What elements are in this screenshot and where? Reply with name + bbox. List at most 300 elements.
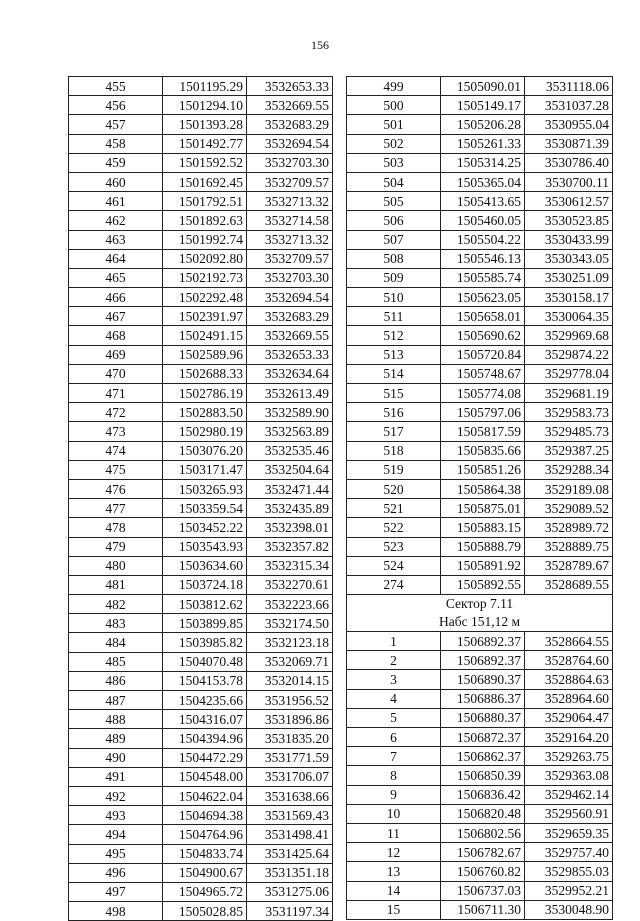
y-coordinate-cell: 3529485.73 [525,422,613,441]
point-number-cell: 499 [347,77,441,96]
point-number-cell: 503 [347,153,441,172]
y-coordinate-cell: 3529089.52 [525,499,613,518]
y-coordinate-cell: 3531275.06 [247,882,333,901]
x-coordinate-cell: 1501492.77 [163,134,247,153]
y-coordinate-cell: 3532174.50 [247,614,333,633]
x-coordinate-cell: 1502491.15 [163,326,247,345]
y-coordinate-cell: 3530158.17 [525,288,613,307]
point-number-cell: 11 [347,823,441,842]
point-number-cell: 502 [347,134,441,153]
y-coordinate-cell: 3530064.35 [525,307,613,326]
table-row [69,729,333,748]
section-title: Сектор 7.11 [445,596,514,612]
x-coordinate-cell: 1505720.84 [441,345,525,364]
table-row [347,499,613,518]
y-coordinate-cell: 3530048.90 [525,900,613,919]
y-coordinate-cell: 3529189.08 [525,479,613,498]
table-row [69,614,333,633]
y-coordinate-cell: 3532357.82 [247,537,333,556]
y-coordinate-cell: 3529659.35 [525,823,613,842]
point-number-cell: 458 [69,134,163,153]
y-coordinate-cell: 3532504.64 [247,460,333,479]
point-number-cell: 504 [347,172,441,191]
table-row [347,843,613,862]
y-coordinate-cell: 3532703.30 [247,268,333,287]
y-coordinate-cell: 3528664.55 [525,632,613,651]
x-coordinate-cell: 1503452.22 [163,518,247,537]
x-coordinate-cell: 1505797.06 [441,403,525,422]
x-coordinate-cell: 1501195.29 [163,77,247,96]
table-row [69,537,333,556]
x-coordinate-cell: 1504548.00 [163,767,247,786]
y-coordinate-cell: 3530251.09 [525,268,613,287]
table-row [69,96,333,115]
point-number-cell: 505 [347,192,441,211]
table-row [69,902,333,921]
point-number-cell: 500 [347,96,441,115]
table-row [347,115,613,134]
table-row [69,441,333,460]
table-row [347,153,613,172]
point-number-cell: 483 [69,614,163,633]
point-number-cell: 10 [347,804,441,823]
x-coordinate-cell: 1505460.05 [441,211,525,230]
y-coordinate-cell: 3529288.34 [525,460,613,479]
table-row [347,441,613,460]
x-coordinate-cell: 1501992.74 [163,230,247,249]
point-number-cell: 517 [347,422,441,441]
point-number-cell: 482 [69,595,163,614]
x-coordinate-cell: 1504394.96 [163,729,247,748]
table-row [347,670,613,689]
x-coordinate-cell: 1505888.79 [441,537,525,556]
table-row [347,632,613,651]
x-coordinate-cell: 1505690.62 [441,326,525,345]
y-coordinate-cell: 3532123.18 [247,633,333,652]
table-row [69,767,333,786]
y-coordinate-cell: 3529064.47 [525,708,613,727]
x-coordinate-cell: 1503724.18 [163,575,247,594]
table-row [69,825,333,844]
y-coordinate-cell: 3531118.06 [525,77,613,96]
x-coordinate-cell: 1502883.50 [163,403,247,422]
table-row [347,211,613,230]
x-coordinate-cell: 1504472.29 [163,748,247,767]
y-coordinate-cell: 3532694.54 [247,134,333,153]
x-coordinate-cell: 1505585.74 [441,268,525,287]
table-row [347,230,613,249]
y-coordinate-cell: 3532714.58 [247,211,333,230]
y-coordinate-cell: 3528964.60 [525,689,613,708]
y-coordinate-cell: 3529387.25 [525,441,613,460]
table-row [347,134,613,153]
table-row [347,479,613,498]
point-number-cell: 487 [69,691,163,710]
x-coordinate-cell: 1505365.04 [441,172,525,191]
point-number-cell: 494 [69,825,163,844]
table-row [347,249,613,268]
y-coordinate-cell: 3531771.59 [247,748,333,767]
table-row [347,747,613,766]
point-number-cell: 485 [69,652,163,671]
y-coordinate-cell: 3532535.46 [247,441,333,460]
y-coordinate-cell: 3532398.01 [247,518,333,537]
table-row [69,326,333,345]
point-number-cell: 9 [347,785,441,804]
table-row [69,556,333,575]
x-coordinate-cell: 1505658.01 [441,307,525,326]
x-coordinate-cell: 1502192.73 [163,268,247,287]
x-coordinate-cell: 1504764.96 [163,825,247,844]
table-row [69,691,333,710]
point-number-cell: 507 [347,230,441,249]
point-number-cell: 455 [69,77,163,96]
x-coordinate-cell: 1505817.59 [441,422,525,441]
point-number-cell: 472 [69,403,163,422]
table-row [347,804,613,823]
point-number-cell: 473 [69,422,163,441]
x-coordinate-cell: 1504833.74 [163,844,247,863]
point-number-cell: 466 [69,288,163,307]
table-row [69,249,333,268]
point-number-cell: 509 [347,268,441,287]
y-coordinate-cell: 3530343.05 [525,249,613,268]
table-row [69,403,333,422]
table-row [69,384,333,403]
table-row [69,518,333,537]
y-coordinate-cell: 3531351.18 [247,863,333,882]
x-coordinate-cell: 1501294.10 [163,96,247,115]
table-row [69,192,333,211]
point-number-cell: 2 [347,651,441,670]
x-coordinate-cell: 1505774.08 [441,384,525,403]
x-coordinate-cell: 1503359.54 [163,499,247,518]
y-coordinate-cell: 3532270.61 [247,575,333,594]
y-coordinate-cell: 3530433.99 [525,230,613,249]
x-coordinate-cell: 1505261.33 [441,134,525,153]
y-coordinate-cell: 3531638.66 [247,786,333,805]
point-number-cell: 1 [347,632,441,651]
x-coordinate-cell: 1506892.37 [441,632,525,651]
x-coordinate-cell: 1505891.92 [441,556,525,575]
table-row [69,268,333,287]
x-coordinate-cell: 1506862.37 [441,747,525,766]
table-row [347,268,613,287]
y-coordinate-cell: 3529263.75 [525,747,613,766]
x-coordinate-cell: 1506892.37 [441,651,525,670]
table-row [69,863,333,882]
table-row [69,882,333,901]
x-coordinate-cell: 1503812.62 [163,595,247,614]
y-coordinate-cell: 3532014.15 [247,671,333,690]
y-coordinate-cell: 3530955.04 [525,115,613,134]
point-number-cell: 510 [347,288,441,307]
point-number-cell: 8 [347,766,441,785]
y-coordinate-cell: 3531498.41 [247,825,333,844]
y-coordinate-cell: 3532634.64 [247,364,333,383]
y-coordinate-cell: 3532435.89 [247,499,333,518]
point-number-cell: 461 [69,192,163,211]
point-number-cell: 501 [347,115,441,134]
point-number-cell: 460 [69,172,163,191]
y-coordinate-cell: 3528889.75 [525,537,613,556]
point-number-cell: 12 [347,843,441,862]
table-row [347,96,613,115]
x-coordinate-cell: 1502786.19 [163,384,247,403]
point-number-cell: 516 [347,403,441,422]
x-coordinate-cell: 1503265.93 [163,479,247,498]
y-coordinate-cell: 3532069.71 [247,652,333,671]
section-header [347,595,613,632]
x-coordinate-cell: 1502391.97 [163,307,247,326]
x-coordinate-cell: 1505875.01 [441,499,525,518]
x-coordinate-cell: 1505314.25 [441,153,525,172]
y-coordinate-cell: 3531037.28 [525,96,613,115]
y-coordinate-cell: 3532683.29 [247,307,333,326]
y-coordinate-cell: 3532315.34 [247,556,333,575]
table-row [69,422,333,441]
y-coordinate-cell: 3529560.91 [525,804,613,823]
table-row [347,403,613,422]
point-number-cell: 519 [347,460,441,479]
x-coordinate-cell: 1506850.39 [441,766,525,785]
y-coordinate-cell: 3532669.55 [247,326,333,345]
y-coordinate-cell: 3528764.60 [525,651,613,670]
table-row [69,345,333,364]
table-row [347,172,613,191]
table-row [69,786,333,805]
x-coordinate-cell: 1505851.26 [441,460,525,479]
x-coordinate-cell: 1504900.67 [163,863,247,882]
point-number-cell: 477 [69,499,163,518]
table-row [69,748,333,767]
x-coordinate-cell: 1505413.65 [441,192,525,211]
x-coordinate-cell: 1506890.37 [441,670,525,689]
section-header-row [347,595,613,632]
y-coordinate-cell: 3532703.30 [247,153,333,172]
x-coordinate-cell: 1504153.78 [163,671,247,690]
y-coordinate-cell: 3532653.33 [247,77,333,96]
y-coordinate-cell: 3532713.32 [247,230,333,249]
point-number-cell: 495 [69,844,163,863]
point-number-cell: 524 [347,556,441,575]
x-coordinate-cell: 1501792.51 [163,192,247,211]
y-coordinate-cell: 3532669.55 [247,96,333,115]
section-subtitle: Набс 151,12 м [438,614,521,630]
point-number-cell: 471 [69,384,163,403]
table-row [69,211,333,230]
point-number-cell: 490 [69,748,163,767]
table-row [347,384,613,403]
y-coordinate-cell: 3529462.14 [525,785,613,804]
table-row [69,575,333,594]
x-coordinate-cell: 1505149.17 [441,96,525,115]
x-coordinate-cell: 1505206.28 [441,115,525,134]
y-coordinate-cell: 3530871.39 [525,134,613,153]
point-number-cell: 475 [69,460,163,479]
point-number-cell: 3 [347,670,441,689]
table-row [347,364,613,383]
table-row [69,115,333,134]
table-row [69,230,333,249]
y-coordinate-cell: 3532694.54 [247,288,333,307]
point-number-cell: 479 [69,537,163,556]
table-row [347,728,613,747]
point-number-cell: 476 [69,479,163,498]
point-number-cell: 464 [69,249,163,268]
table-row [347,651,613,670]
x-coordinate-cell: 1504070.48 [163,652,247,671]
table-row [347,537,613,556]
x-coordinate-cell: 1506886.37 [441,689,525,708]
table-row [69,499,333,518]
table-row [69,153,333,172]
point-number-cell: 6 [347,728,441,747]
point-number-cell: 498 [69,902,163,921]
x-coordinate-cell: 1505623.05 [441,288,525,307]
table-row [347,575,613,594]
x-coordinate-cell: 1501393.28 [163,115,247,134]
x-coordinate-cell: 1506872.37 [441,728,525,747]
x-coordinate-cell: 1502688.33 [163,364,247,383]
y-coordinate-cell: 3529952.21 [525,881,613,900]
point-number-cell: 456 [69,96,163,115]
coordinates-table-right [346,76,613,920]
table-row [69,77,333,96]
point-number-cell: 457 [69,115,163,134]
point-number-cell: 497 [69,882,163,901]
table-row [69,288,333,307]
x-coordinate-cell: 1505504.22 [441,230,525,249]
y-coordinate-cell: 3529164.20 [525,728,613,747]
point-number-cell: 467 [69,307,163,326]
y-coordinate-cell: 3531956.52 [247,691,333,710]
x-coordinate-cell: 1501892.63 [163,211,247,230]
point-number-cell: 523 [347,537,441,556]
x-coordinate-cell: 1506760.82 [441,862,525,881]
point-number-cell: 521 [347,499,441,518]
point-number-cell: 491 [69,767,163,786]
x-coordinate-cell: 1503899.85 [163,614,247,633]
table-row [69,307,333,326]
point-number-cell: 15 [347,900,441,919]
x-coordinate-cell: 1501692.45 [163,172,247,191]
y-coordinate-cell: 3532713.32 [247,192,333,211]
point-number-cell: 496 [69,863,163,882]
table-row [347,422,613,441]
table-row [69,460,333,479]
point-number-cell: 492 [69,786,163,805]
y-coordinate-cell: 3530700.11 [525,172,613,191]
x-coordinate-cell: 1503076.20 [163,441,247,460]
point-number-cell: 462 [69,211,163,230]
point-number-cell: 488 [69,710,163,729]
point-number-cell: 13 [347,862,441,881]
point-number-cell: 508 [347,249,441,268]
point-number-cell: 7 [347,747,441,766]
table-row [69,806,333,825]
point-number-cell: 515 [347,384,441,403]
point-number-cell: 478 [69,518,163,537]
table-row [69,364,333,383]
table-row [347,307,613,326]
point-number-cell: 274 [347,575,441,594]
table-row [347,766,613,785]
y-coordinate-cell: 3532709.57 [247,249,333,268]
point-number-cell: 513 [347,345,441,364]
x-coordinate-cell: 1502980.19 [163,422,247,441]
table-row [347,345,613,364]
table-row [347,518,613,537]
point-number-cell: 463 [69,230,163,249]
table-row [69,710,333,729]
y-coordinate-cell: 3530523.85 [525,211,613,230]
y-coordinate-cell: 3532563.89 [247,422,333,441]
x-coordinate-cell: 1506802.56 [441,823,525,842]
x-coordinate-cell: 1504235.66 [163,691,247,710]
table-row [347,192,613,211]
y-coordinate-cell: 3529681.19 [525,384,613,403]
x-coordinate-cell: 1503543.93 [163,537,247,556]
table-row [347,556,613,575]
y-coordinate-cell: 3528789.67 [525,556,613,575]
y-coordinate-cell: 3532653.33 [247,345,333,364]
x-coordinate-cell: 1504316.07 [163,710,247,729]
point-number-cell: 14 [347,881,441,900]
x-coordinate-cell: 1506782.67 [441,843,525,862]
table-row [69,844,333,863]
y-coordinate-cell: 3532709.57 [247,172,333,191]
y-coordinate-cell: 3528864.63 [525,670,613,689]
point-number-cell: 4 [347,689,441,708]
table-row [69,172,333,191]
y-coordinate-cell: 3532223.66 [247,595,333,614]
x-coordinate-cell: 1506711.30 [441,900,525,919]
table-row [347,288,613,307]
table-row [69,479,333,498]
x-coordinate-cell: 1505546.13 [441,249,525,268]
point-number-cell: 470 [69,364,163,383]
table-row [347,785,613,804]
point-number-cell: 493 [69,806,163,825]
x-coordinate-cell: 1504622.04 [163,786,247,805]
table-row [69,633,333,652]
x-coordinate-cell: 1505892.55 [441,575,525,594]
point-number-cell: 474 [69,441,163,460]
point-number-cell: 481 [69,575,163,594]
point-number-cell: 5 [347,708,441,727]
x-coordinate-cell: 1503634.60 [163,556,247,575]
y-coordinate-cell: 3529778.04 [525,364,613,383]
point-number-cell: 469 [69,345,163,364]
table-row [347,77,613,96]
x-coordinate-cell: 1502589.96 [163,345,247,364]
x-coordinate-cell: 1505864.38 [441,479,525,498]
y-coordinate-cell: 3529855.03 [525,862,613,881]
x-coordinate-cell: 1505028.85 [163,902,247,921]
y-coordinate-cell: 3529969.68 [525,326,613,345]
table-row [69,134,333,153]
x-coordinate-cell: 1504694.38 [163,806,247,825]
x-coordinate-cell: 1502092.80 [163,249,247,268]
point-number-cell: 512 [347,326,441,345]
y-coordinate-cell: 3530786.40 [525,153,613,172]
y-coordinate-cell: 3531569.43 [247,806,333,825]
point-number-cell: 480 [69,556,163,575]
y-coordinate-cell: 3529583.73 [525,403,613,422]
point-number-cell: 520 [347,479,441,498]
x-coordinate-cell: 1503171.47 [163,460,247,479]
